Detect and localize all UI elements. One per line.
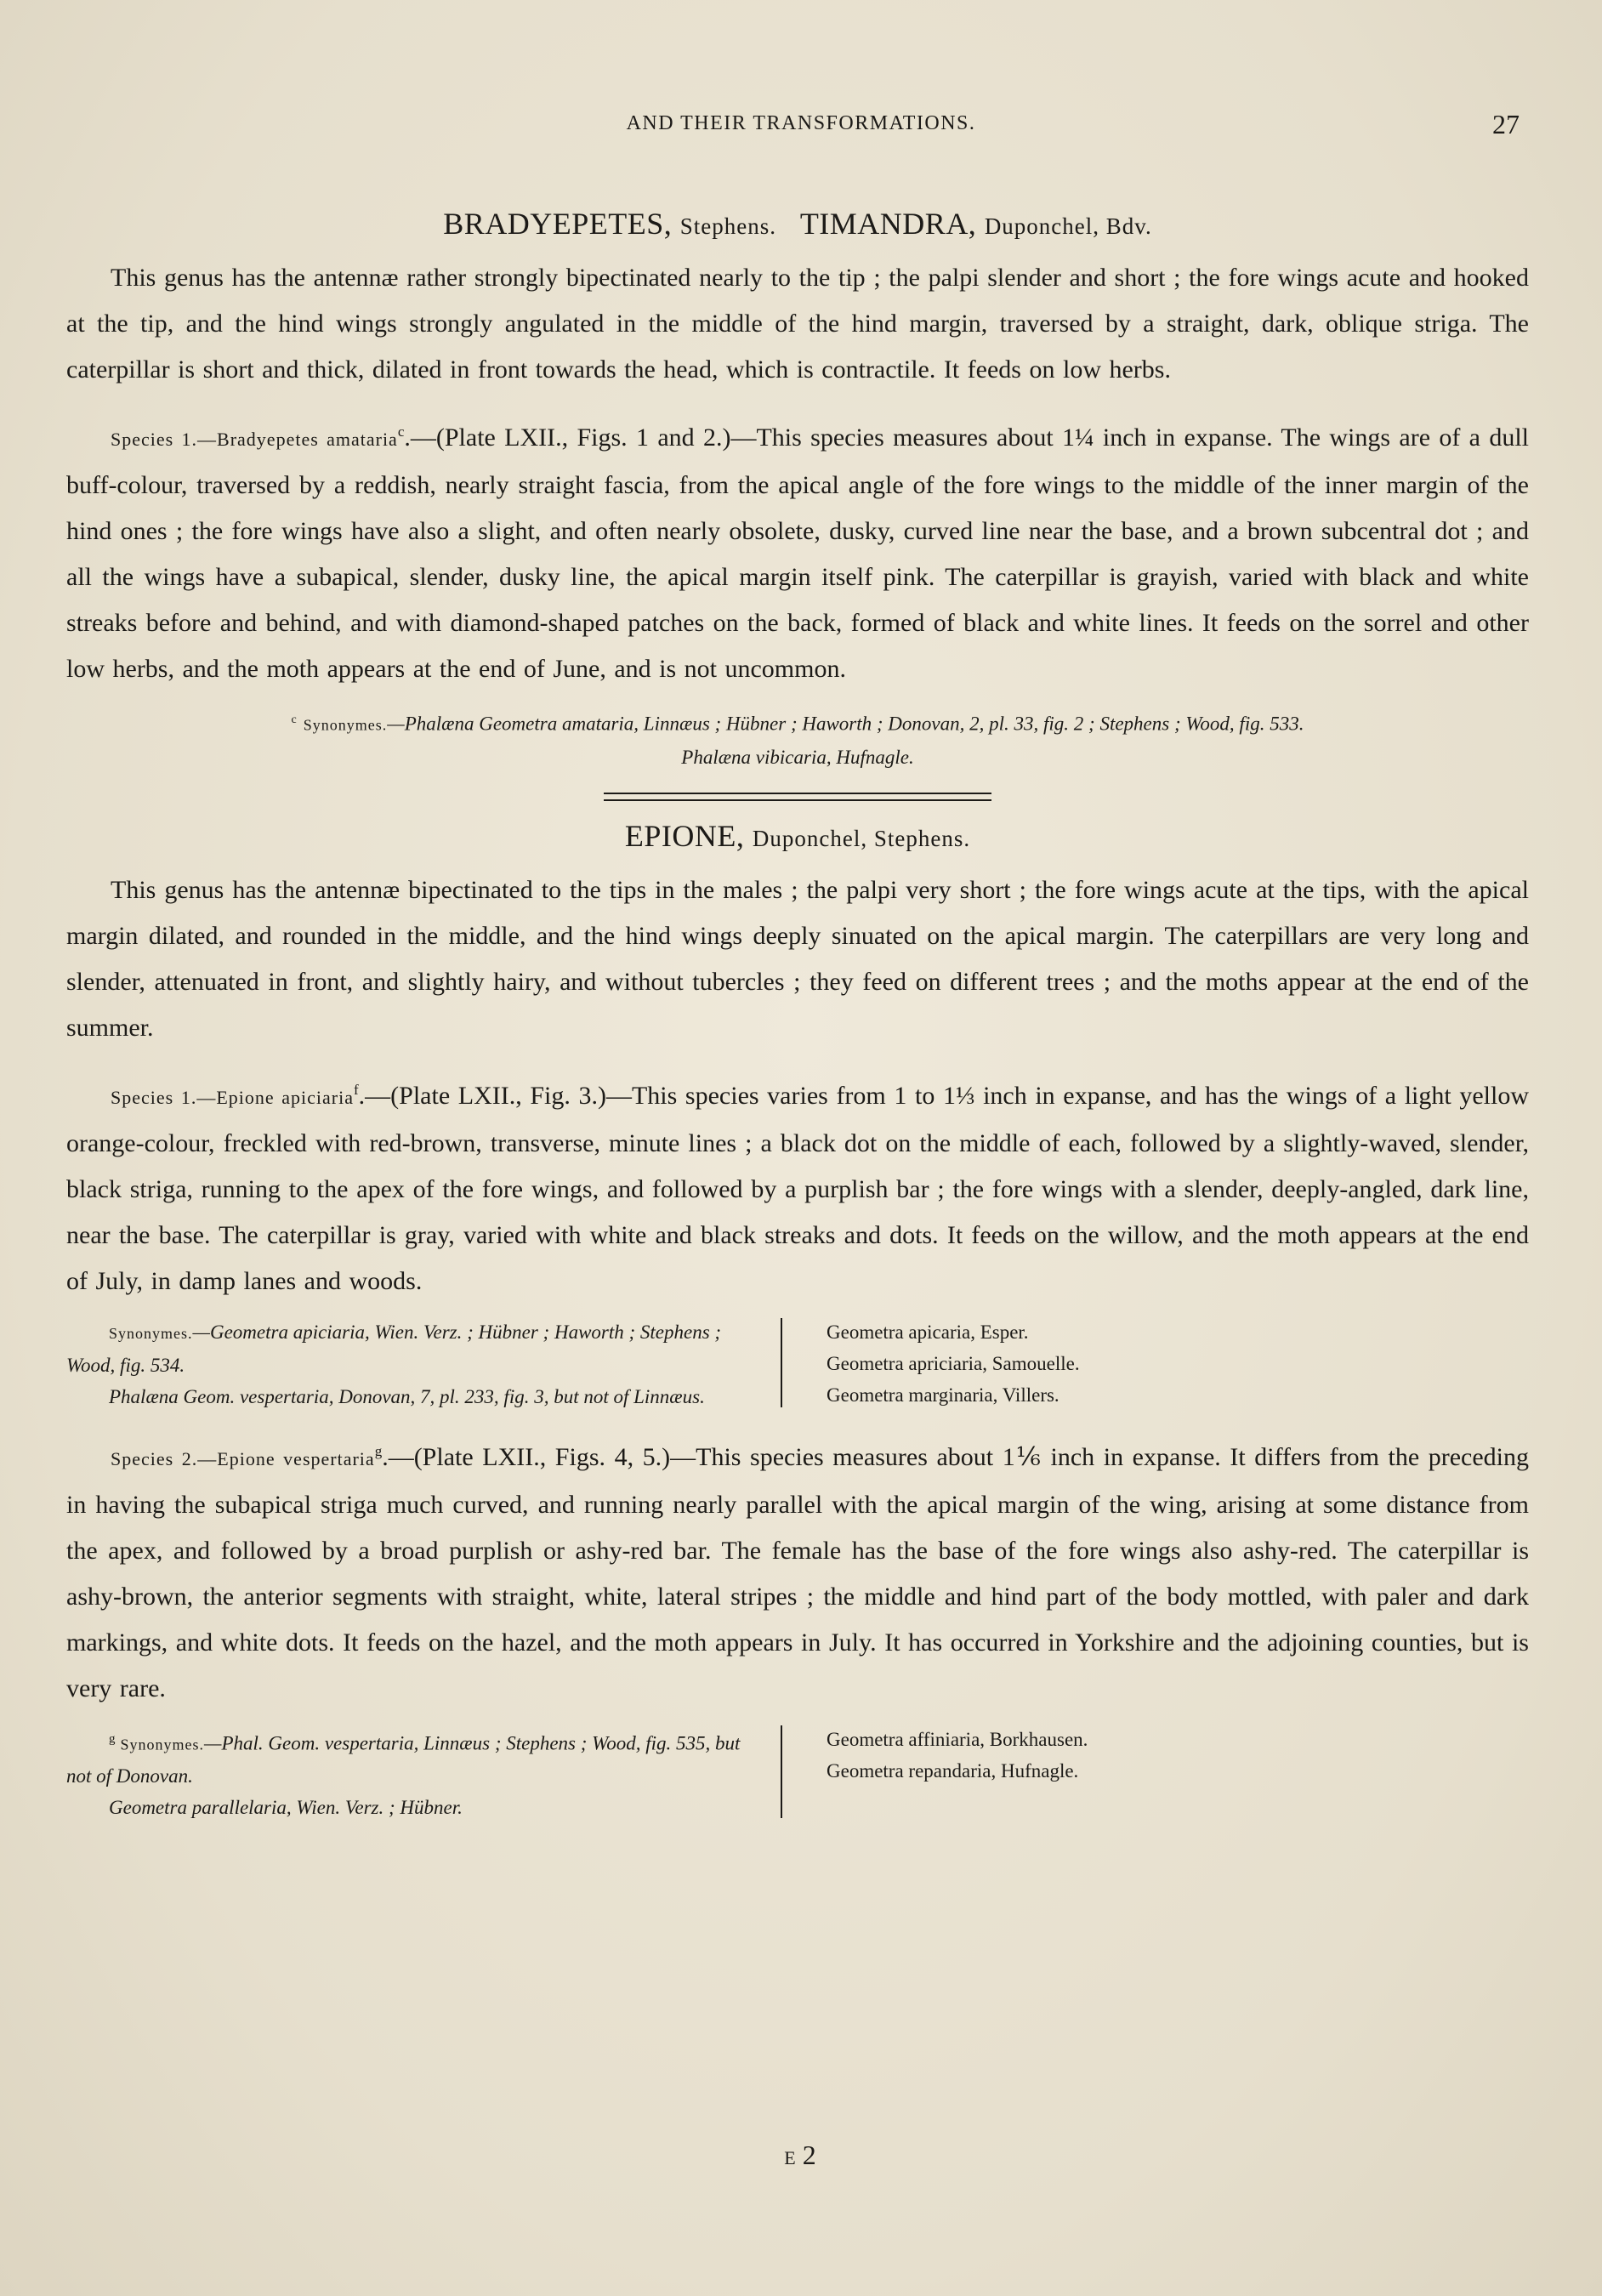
synonym-entry: Geometra affiniaria, Borkhausen. bbox=[827, 1728, 1088, 1750]
footnote-mark: c bbox=[291, 713, 297, 726]
synonym-entry: Geometra repandaria, Hufnagle. bbox=[827, 1759, 1079, 1782]
species-label: Species 1.—Bradyepetes amataria bbox=[111, 429, 398, 450]
genus-name: EPIONE, bbox=[624, 818, 753, 853]
synonyms-left-column bbox=[66, 1316, 781, 1412]
genus-name: BRADYEPETES, bbox=[443, 207, 680, 241]
synonym-entry: Geometra apicaria, Esper. bbox=[827, 1321, 1029, 1343]
species-entry bbox=[66, 1435, 1529, 1712]
species-text: .—(Plate LXII., Figs. 1 and 2.)—This species measures about 1¼ inch in expanse. The wings are of a dull buff-colour, traversed by a reddish, nearly straight fascia, from the apical angle of the fore wings to the middle of the inner margin of the hind ones ; the fore wings have also a slight, and often nearly obsolete, dusky, curved line near the base, and a brown subcentral dot ; and all the wings have a subapical, slender, dusky line, the apical margin itself pink. The caterpillar is grayish, varied with black and white streaks before and behind, and with diamond-shaped patches on the back, formed of black and white lines. It feeds on the sorrel and other low herbs, and the moth appears at the end of June, and is not uncommon. bbox=[66, 423, 1529, 683]
synonyms-right-column bbox=[782, 1316, 1529, 1412]
genus-description: This genus has the antennæ bipectinated to the tips in the males ; the palpi very short ; the fore wings acute at the tips, with the apical margin dilated, and rounded in the middle, and the hind wings deeply sinuated on the apical margin. The caterpillars are very long and slender, attenuated in front, and slightly hairy, and without tubercles ; they feed on different trees ; and the moths appear at the end of the summer. bbox=[66, 875, 1529, 1042]
species-label: Species 1.—Epione apiciaria bbox=[111, 1086, 354, 1108]
synonyms-line bbox=[66, 1381, 764, 1412]
genus-author: Stephens. bbox=[679, 213, 776, 239]
species-text: .—(Plate LXII., Fig. 3.)—This species varies from 1 to 1⅓ inch in expanse, and has the wings of a light yellow orange-colour, freckled with red-brown, transverse, minute lines ; a black dot on the middle of each, followed by a slightly-waved, slender, black striga, running to the apex of the fore wings, and followed by a purplish bar ; the fore wings with a slender, deeply-angled, dark line, near the base. The caterpillar is gray, varied with white and black streaks and dots. It feeds on the willow, and the moth appears at the end of July, in damp lanes and woods. bbox=[66, 1081, 1529, 1295]
synonyms-label: Synonymes. bbox=[109, 1324, 193, 1342]
page-number: 27 bbox=[1492, 109, 1520, 139]
footnote-ref: f bbox=[353, 1081, 359, 1098]
running-head: AND THEIR TRANSFORMATIONS. bbox=[626, 112, 976, 134]
species-text: .—(Plate LXII., Figs. 4, 5.)—This species measures about 1⅙ inch in expanse. It differs from the preceding in having the subapical striga much curved, and running nearly parallel with the apical margin of the wing, arising at some distance from the apex, and followed by a broad purplish or ashy-red bar. The female has the base of the fore wings also ashy-red. The caterpillar is ashy-brown, the anterior segments with straight, white, lateral stripes ; the middle and hind part of the body mottled, with paler and dark markings, and white dots. It feeds on the hazel, and the moth appears in July. It has occurred in Yorkshire and the adjoining counties, but is very rare. bbox=[66, 1442, 1530, 1702]
synonyms-text: Geometra parallelaria, Wien. Verz. ; Hübner. bbox=[109, 1797, 463, 1819]
species-entry bbox=[66, 415, 1529, 692]
synonyms-label: Synonymes. bbox=[120, 1736, 205, 1753]
footnote-text: —Phalæna Geometra amataria, Linnæus ; Hübner ; Haworth ; Donovan, 2, pl. 33, fig. 2 ; Stephens ; Wood, fig. 533. bbox=[387, 713, 1304, 735]
genus-author: Duponchel, Bdv. bbox=[984, 213, 1152, 239]
genus-name: TIMANDRA, bbox=[775, 207, 985, 241]
synonyms-line bbox=[66, 1724, 764, 1793]
synonym-entry: Geometra marginaria, Villers. bbox=[827, 1384, 1059, 1406]
genus-heading-epione bbox=[66, 818, 1529, 854]
page-body bbox=[66, 206, 1529, 1823]
synonyms-text: —Phal. Geom. vespertaria, Linnæus ; Stephens ; Wood, fig. 535, but not of Donovan. bbox=[66, 1732, 741, 1787]
synonyms-line bbox=[66, 1316, 764, 1381]
genus-description: This genus has the antennæ rather strongly bipectinated nearly to the tip ; the palpi slender and short ; the fore wings acute and hooked at the tip, and the hind wings strongly angulated in the middle of the hind margin, traversed by a straight, dark, oblique striga. The caterpillar is short and thick, dilated in front towards the head, which is contractile. It feeds on low herbs. bbox=[66, 264, 1529, 384]
synonyms-text: —Geometra apiciaria, Wien. Verz. ; Hübner ; Haworth ; Stephens ; Wood, fig. 534. bbox=[66, 1321, 722, 1376]
species-label: Species 2.—Epione vespertaria bbox=[111, 1447, 375, 1469]
synonyms-line bbox=[66, 1792, 764, 1823]
synonyms-label: Synonymes. bbox=[303, 716, 388, 734]
species-entry bbox=[66, 1073, 1529, 1304]
signature-letter: E bbox=[784, 2147, 798, 2168]
footnote-line bbox=[66, 704, 1529, 742]
footnote-line bbox=[66, 742, 1529, 774]
footnote-mark: g bbox=[109, 1731, 116, 1746]
genus-heading-bradyepetes bbox=[66, 206, 1529, 242]
section-divider bbox=[604, 793, 991, 801]
printer-signature bbox=[0, 2140, 1602, 2171]
synonyms-left-column bbox=[66, 1724, 781, 1824]
synonyms-block bbox=[66, 1724, 1529, 1824]
genus-author: Duponchel, Stephens. bbox=[752, 825, 971, 851]
footnote-text: Phalæna vibicaria, Hufnagle. bbox=[681, 746, 914, 768]
synonyms-block bbox=[66, 1316, 1529, 1412]
footnote-ref: g bbox=[374, 1442, 383, 1459]
synonyms-text: Phalæna Geom. vespertaria, Donovan, 7, pl. 233, fig. 3, but not of Linnæus. bbox=[109, 1385, 705, 1407]
footnote-synonyms bbox=[66, 704, 1529, 774]
footnote-ref: c bbox=[397, 423, 405, 440]
synonyms-right-column bbox=[782, 1724, 1529, 1824]
synonym-entry: Geometra apriciaria, Samouelle. bbox=[827, 1352, 1080, 1374]
signature-number: 2 bbox=[802, 2140, 818, 2170]
